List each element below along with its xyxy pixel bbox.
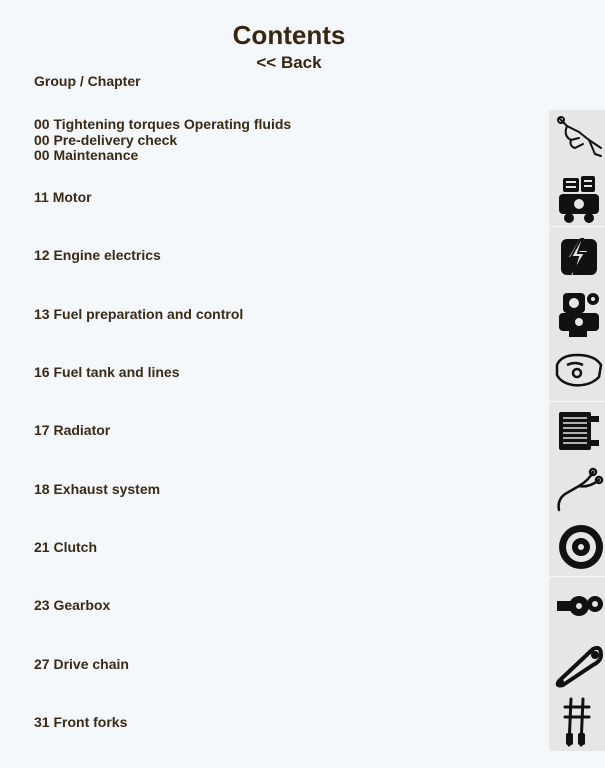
chapter-link-12[interactable] [34,248,161,264]
tab-27[interactable] [549,635,605,693]
tab-23[interactable] [549,577,605,635]
exhaust-icon [549,460,605,518]
chapter-link-11[interactable] [34,190,92,206]
chapter-label: 00 Maintenance [34,147,139,163]
tab-16[interactable] [549,343,605,401]
tab-13[interactable] [549,285,605,343]
tab-31[interactable] [549,693,605,751]
chapter-link-17[interactable] [34,423,110,439]
group-chapter-heading: Group / Chapter [34,73,141,89]
chapter-label: 12 Engine electrics [34,247,161,263]
chapter-label: 31 Front forks [34,714,128,730]
electrics-lightning-icon [549,227,605,285]
tab-21[interactable] [549,518,605,576]
tab-12[interactable] [549,227,605,285]
chapter-icon-tabs [549,110,605,753]
chapter-link-27[interactable] [34,657,129,673]
page-title: Contents [232,20,346,50]
engine-icon [549,168,605,226]
chapter-link-16[interactable] [34,365,180,381]
chapter-label: 00 Pre-delivery check [34,131,178,148]
chapter-label: 11 Motor [34,189,92,205]
chapter-link-13[interactable] [34,307,243,323]
chapter-link-31[interactable] [34,715,127,731]
throttle-body-icon [549,285,605,343]
chapter-label: 18 Exhaust system [34,481,161,497]
chapter-link-23[interactable] [34,598,110,614]
chapter-label: 17 Radiator [34,422,111,438]
chapter-label: 16 Fuel tank and lines [34,364,180,380]
tab-17[interactable] [549,402,605,460]
chapter-label: 23 Gearbox [34,597,111,613]
wrench-hand-icon [549,110,605,168]
back-link[interactable]: << Back [256,53,322,72]
radiator-icon [549,402,605,460]
tab-11[interactable] [549,168,605,226]
front-forks-icon [549,693,605,751]
chapter-link-18[interactable] [34,482,160,498]
chapter-label: 27 Drive chain [34,656,129,672]
clutch-icon [549,518,605,576]
chapter-link-00[interactable] [34,117,291,164]
chapter-label: 13 Fuel preparation and control [34,306,244,322]
chapter-link-21[interactable] [34,540,97,556]
gearbox-icon [549,577,605,635]
chapter-label: 21 Clutch [34,539,98,555]
tab-18[interactable] [549,460,605,518]
tab-00[interactable] [549,110,605,168]
fuel-tank-icon [549,343,605,401]
chapter-label: 00 Tightening torques Operating fluids [34,116,292,132]
drive-chain-icon [549,635,605,693]
